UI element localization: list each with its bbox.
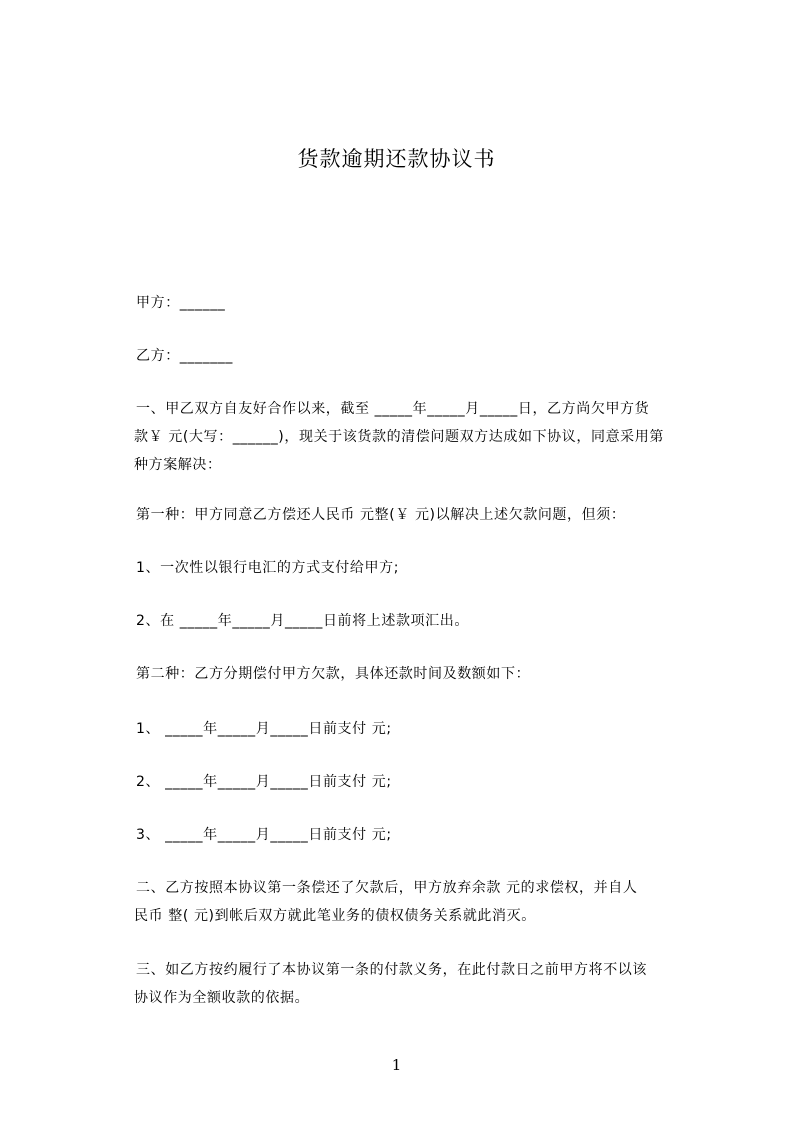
clause-1 [136, 395, 671, 479]
installment-2: 2、 _____年_____月_____日前支付 元; [136, 774, 392, 790]
party-a-line: 甲方：______ [136, 295, 226, 311]
option-1-item-1: 1、一次性以银行电汇的方式支付给甲方; [136, 560, 400, 576]
clause-3 [136, 956, 671, 1012]
page-number: 1 [391, 1056, 402, 1074]
option-1-heading: 第一种：甲方同意乙方偿还人民币 元整(￥ 元)以解决上述欠款问题，但须： [136, 507, 626, 523]
document-title: 货款逾期还款协议书 [297, 147, 496, 171]
clause-1-line-3: 种方案解决： [134, 457, 222, 473]
clause-1-line-1: 一、甲乙双方自友好合作以来，截至 _____年_____月_____日，乙方尚欠甲方货 [136, 401, 650, 417]
clause-3-line-1: 三、如乙方按约履行了本协议第一条的付款义务，在此付款日之前甲方将不以该 [136, 962, 647, 978]
party-b-line: 乙方：_______ [136, 348, 233, 364]
clause-2-line-2: 民币 整( 元)到帐后双方就此笔业务的债权债务关系就此消灭。 [134, 908, 536, 924]
option-2-heading: 第二种：乙方分期偿付甲方欠款，具体还款时间及数额如下： [136, 666, 531, 682]
clause-3-line-2: 协议作为全额收款的依据。 [134, 990, 310, 1006]
clause-2-line-1: 二、乙方按照本协议第一条偿还了欠款后，甲方放弃余款 元的求偿权，并自人 [136, 880, 638, 896]
clause-2 [136, 874, 671, 930]
option-1-item-2: 2、在 _____年_____月_____日前将上述款项汇出。 [136, 613, 469, 629]
clause-1-line-2: 款￥ 元(大写：______)，现关于该货款的清偿问题双方达成如下协议，同意采用第 [134, 429, 664, 445]
installment-3: 3、 _____年_____月_____日前支付 元; [136, 827, 392, 843]
installment-1: 1、 _____年_____月_____日前支付 元; [136, 721, 392, 737]
